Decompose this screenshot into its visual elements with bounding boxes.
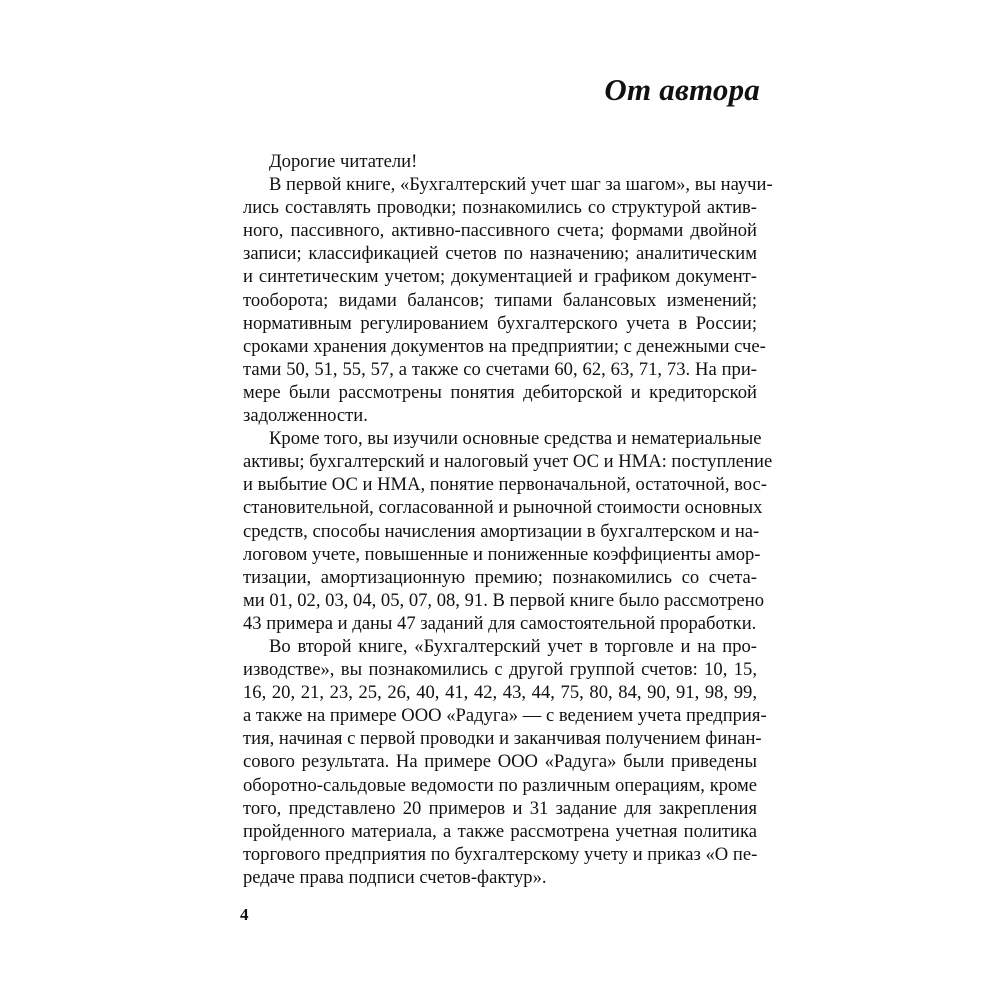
text-line: тами 50, 51, 55, 57, а также со счетами 60, 62, 63, 71, 73. На при-	[243, 358, 757, 380]
text-line: того, представлено 20 примеров и 31 задание для закрепления	[243, 797, 757, 819]
text-line: Во второй книге, «Бухгалтерский учет в торговле и на про-	[269, 635, 757, 657]
text-line: и выбытие ОС и НМА, понятие первоначальной, остаточной, вос-	[243, 474, 767, 496]
text-line: сроками хранения документов на предприятии; с денежными сче-	[243, 335, 766, 357]
text-line: тооборота; видами балансов; типами балансовых изменений;	[243, 289, 757, 311]
text-line: 16, 20, 21, 23, 25, 26, 40, 41, 42, 43, 44, 75, 80, 84, 90, 91, 98, 99,	[243, 682, 757, 704]
text-line: задолженности.	[243, 405, 368, 427]
text-line: В первой книге, «Бухгалтерский учет шаг за шагом», вы научи-	[269, 174, 773, 196]
text-line: тизации, амортизационную премию; познакомились со счета-	[243, 566, 757, 588]
page-number: 4	[240, 905, 249, 924]
text-line: средств, способы начисления амортизации в бухгалтерском и на-	[243, 520, 760, 542]
text-line: и синтетическим учетом; документацией и графиком документ-	[243, 266, 757, 288]
text-line: тия, начиная с первой проводки и заканчивая получением финан-	[243, 728, 762, 750]
text-line: мере были рассмотрены понятия дебиторской и кредиторской	[243, 381, 757, 403]
text-line: редаче права подписи счетов-фактур».	[243, 866, 547, 888]
text-line: оборотно-сальдовые ведомости по различным операциям, кроме	[243, 774, 757, 796]
text-line: активы; бухгалтерский и налоговый учет ОС и НМА: поступление	[243, 451, 773, 473]
page-title: От автора	[604, 72, 760, 107]
text-line: лись составлять проводки; познакомились со структурой актив-	[243, 197, 757, 219]
text-line: а также на примере ООО «Радуга» — с ведением учета предприя-	[243, 705, 767, 727]
text-line: пройденного материала, а также рассмотрена учетная политика	[243, 820, 757, 842]
text-line: сового результата. На примере ООО «Радуга» были приведены	[243, 751, 757, 773]
text-line: нормативным регулированием бухгалтерского учета в России;	[243, 312, 757, 334]
text-line: изводстве», вы познакомились с другой группой счетов: 10, 15,	[243, 659, 757, 681]
text-line: ного, пассивного, активно-пассивного счета; формами двойной	[243, 220, 757, 242]
text-line: торгового предприятия по бухгалтерскому учету и приказ «О пе-	[243, 843, 758, 865]
text-line: ми 01, 02, 03, 04, 05, 07, 08, 91. В первой книге было рассмотрено	[243, 589, 765, 611]
text-line: логовом учете, повышенные и пониженные коэффициенты амор-	[243, 543, 761, 565]
text-line: становительной, согласованной и рыночной стоимости основных	[243, 497, 763, 519]
text-line: записи; классификацией счетов по назначению; аналитическим	[243, 243, 757, 265]
text-line: 43 примера и даны 47 заданий для самостоятельной проработки.	[243, 612, 757, 634]
text-line: Дорогие читатели!	[269, 151, 418, 172]
body-text	[243, 150, 773, 889]
text-line: Кроме того, вы изучили основные средства и нематериальные	[269, 428, 762, 450]
